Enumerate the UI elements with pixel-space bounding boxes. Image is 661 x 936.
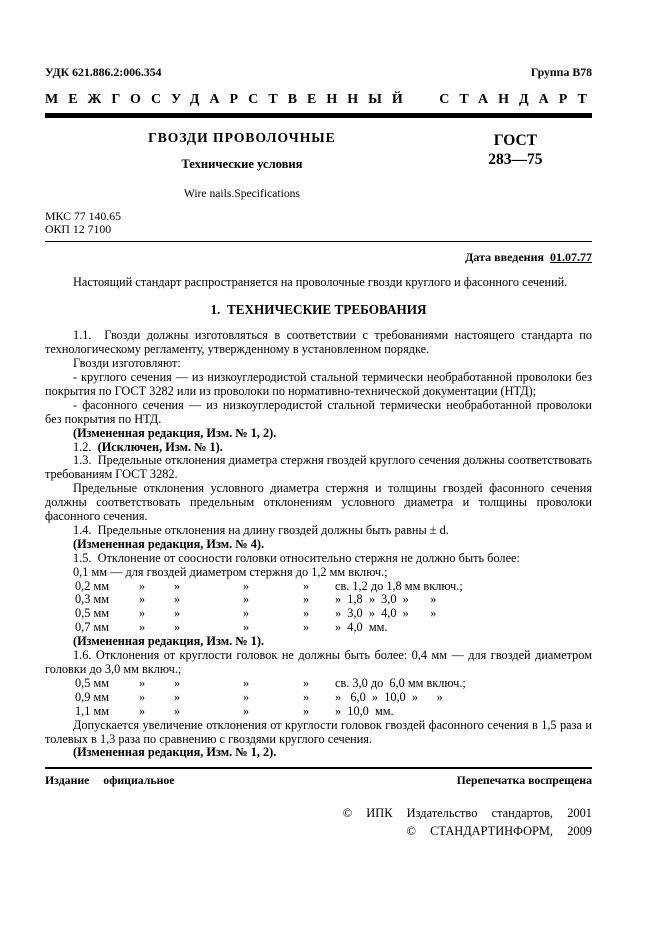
- tolerance-range: св. 3,0 до 6,0 мм включ.;: [335, 675, 466, 690]
- ditto-mark: »: [303, 689, 310, 704]
- reprint-note: Перепечатка воспрещена: [456, 773, 592, 788]
- standard-designation: [439, 131, 592, 201]
- tolerance-value: 0,5 мм: [75, 675, 110, 690]
- copyright-line-2: © СТАНДАРТИНФОРМ, 2009: [406, 824, 592, 839]
- effective-date: [45, 251, 592, 265]
- footer-line: [45, 774, 592, 788]
- tolerance-value: 0,3 мм: [75, 592, 110, 607]
- ditto-mark: »: [243, 592, 250, 607]
- okp-code: ОКП 12 7100: [45, 222, 112, 237]
- title-left-column: [45, 131, 439, 201]
- document-subtitle: Технические условия: [181, 156, 303, 171]
- ditto-mark: »: [139, 689, 146, 704]
- codes-block: [45, 210, 592, 237]
- paragraph-1-3a: 1.3. Предельные отклонения диаметра стержня гвоздей круглого сечения должны соответствовать требованиям ГОСТ 3282.: [45, 453, 592, 482]
- tolerance-value: 0,5 мм: [75, 606, 110, 621]
- ditto-mark: »: [303, 675, 310, 690]
- ditto-mark: »: [303, 592, 310, 607]
- ditto-mark: »: [139, 675, 146, 690]
- ditto-mark: »: [243, 578, 250, 593]
- ditto-mark: »: [303, 703, 310, 718]
- paragraph-shaped-section: - фасонного сечения — из низкоуглеродистой стальной термически необработанной проволоки без покрытия по НТД.: [45, 397, 592, 426]
- paragraph-allowance: Допускается увеличение отклонения от круглости головок гвоздей фасонного сечения в 1,5 раза и толевых в 1,3 раза по сравнению с гвоздями круглого сечения.: [45, 717, 592, 746]
- copyright-block: [45, 804, 592, 840]
- section-1-heading: 1. ТЕХНИЧЕСКИЕ ТРЕБОВАНИЯ: [210, 302, 427, 318]
- document-title-english: Wire nails.Specifications: [183, 186, 300, 200]
- codes-rule-thin: [45, 241, 592, 242]
- paragraph-1-4: 1.4. Предельные отклонения на длину гвоздей должны быть равны ± d.: [73, 522, 449, 537]
- mks-code: МКС 77 140.65: [45, 208, 122, 223]
- tolerance-value: 0,9 мм: [75, 689, 110, 704]
- tolerance-row: [45, 705, 592, 719]
- tolerance-value: 0,7 мм: [75, 620, 110, 635]
- title-block: [45, 131, 592, 201]
- paragraph-1-5: 1.5. Отклонение от соосности головки относительно стержня не должно быть более:: [73, 550, 520, 565]
- ditto-mark: »: [303, 620, 310, 635]
- amendment-note-4: (Измененная редакция, Изм. № 4).: [73, 536, 265, 551]
- tolerance-range: » 1,8 » 3,0 » »: [335, 592, 437, 607]
- ditto-mark: »: [243, 675, 250, 690]
- edition-note: Издание официальное: [45, 773, 175, 788]
- document-body: [45, 276, 592, 760]
- copyright-line-1: © ИПК Издательство стандартов, 2001: [342, 806, 592, 821]
- tolerance-row: [45, 677, 592, 691]
- ditto-mark: »: [139, 703, 146, 718]
- tolerance-row: [45, 580, 592, 594]
- tolerance-range: » 3,0 » 4,0 » »: [335, 606, 437, 621]
- ditto-mark: »: [303, 578, 310, 593]
- designation-number: 283—75: [488, 150, 543, 168]
- tolerance-range: » 10,0 мм.: [335, 703, 394, 718]
- tolerance-range: » 4,0 мм.: [335, 620, 388, 635]
- tolerance-value: 1,1 мм: [75, 703, 110, 718]
- udk-code: УДК 621.886.2:006.354: [45, 65, 162, 79]
- header-rule-thick: [45, 113, 592, 118]
- paragraph-1-6: 1.6. Отклонения от круглости головок не должны быть более: 0,4 мм — для гвоздей диаметром головки до 3,0 мм включ.;: [45, 648, 592, 676]
- standard-type-label: МЕЖГОСУДАРСТВЕННЫЙ СТАНДАРТ: [45, 91, 597, 107]
- ditto-mark: »: [243, 606, 250, 621]
- ditto-mark: »: [243, 703, 250, 718]
- paragraph-round-section: - круглого сечения — из низкоуглеродистой стальной термически необработанной проволоки без покрытия по ГОСТ 3282 или из проволоки по нормативно-технической документации (НТД);: [45, 369, 592, 398]
- ditto-mark: »: [139, 578, 146, 593]
- document-title: ГВОЗДИ ПРОВОЛОЧНЫЕ: [148, 129, 336, 145]
- ditto-mark: »: [139, 620, 146, 635]
- tolerance-value: 0,2 мм: [75, 578, 110, 593]
- amendment-note-1-2: (Измененная редакция, Изм. № 1, 2).: [73, 425, 277, 440]
- ditto-mark: »: [174, 578, 181, 593]
- ditto-mark: »: [243, 620, 250, 635]
- header-classification-line: [45, 66, 592, 80]
- ditto-mark: »: [139, 606, 146, 621]
- group-code: Группа В78: [530, 65, 592, 79]
- ditto-mark: »: [303, 606, 310, 621]
- effective-date-value: 01.07.77: [550, 249, 592, 264]
- paragraph-1-2-excluded: (Исключен, Изм. № 1).: [97, 439, 223, 454]
- effective-date-label: Дата введения: [465, 249, 544, 264]
- paragraph-1-3b: Предельные отклонения условного диаметра стержня и толщины гвоздей фасонного сечения должны соответствовать предельным отклонениям условного диаметра и толщины проволоки фасонного сечения.: [45, 481, 592, 524]
- ditto-mark: »: [174, 592, 181, 607]
- ditto-mark: »: [243, 689, 250, 704]
- ditto-mark: »: [174, 689, 181, 704]
- paragraph-1-2: [45, 441, 592, 455]
- ditto-mark: »: [174, 675, 181, 690]
- ditto-mark: »: [174, 606, 181, 621]
- paragraph-nails-made: Гвозди изготовляют:: [73, 356, 181, 371]
- tolerance-range: св. 1,2 до 1,8 мм включ.;: [335, 578, 463, 593]
- ditto-mark: »: [139, 592, 146, 607]
- paragraph-1-1: 1.1. Гвозди должны изготовляться в соответствии с требованиями настоящего стандарта по технологическому регламенту, утвержденному в установленном порядке.: [45, 328, 592, 357]
- tolerance-row: [45, 621, 592, 635]
- tolerance-row: [45, 607, 592, 621]
- paragraph-1-5-first-tolerance: 0,1 мм — для гвоздей диаметром стержня до 1,2 мм включ.;: [73, 564, 388, 579]
- amendment-note-1: (Измененная редакция, Изм. № 1).: [73, 634, 265, 649]
- intro-paragraph: Настоящий стандарт распространяется на проволочные гвозди круглого и фасонного сечений.: [73, 275, 568, 290]
- paragraph-1-2-number: 1.2.: [73, 439, 98, 454]
- ditto-mark: »: [174, 620, 181, 635]
- tolerance-range: » 6,0 » 10,0 » »: [335, 689, 443, 704]
- footer-rule: [45, 767, 592, 769]
- ditto-mark: »: [174, 703, 181, 718]
- tolerance-row: [45, 593, 592, 607]
- designation-prefix: ГОСТ: [493, 131, 538, 149]
- amendment-note-1-2-final: (Измененная редакция, Изм. № 1, 2).: [73, 745, 277, 760]
- tolerance-row: [45, 691, 592, 705]
